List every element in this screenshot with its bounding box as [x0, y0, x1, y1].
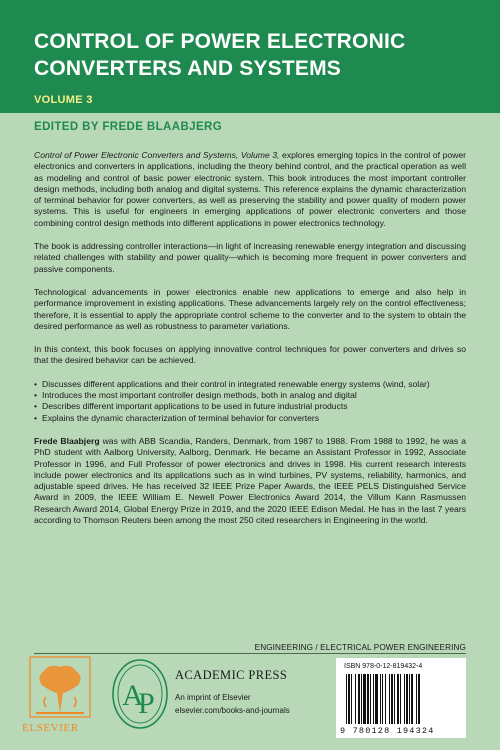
- editor-bio-text: was with ABB Scandia, Randers, Denmark, from 1987 to 1988. From 1988 to 1992, he was a PhD student with Aalborg University, Aalborg, Denmark. He became an Assistant Professor in 1992, Associate Professor in 1996, and Full Professor of power electronics and drives in 1998. His current research interests include power electronics and its applications such as in wind turbines, PV systems, reliability, harmonics, and adjustable speed drives. He has received 32 IEEE Prize Paper Awards, the IEEE PELS Distinguished Service Award in 2009, the IEEE William E. Newell Power Electronics Award 2014, the Villum Kann Rasmussen Research Award 2014, Global Energy Prize in 2019, and the 2020 IEEE Edison Medal. He has in the last 7 years according to Thomson Reuters been among the most 250 cited researchers in Engineering in the world.: [34, 435, 466, 526]
- description-paragraph-2: The book is addressing controller interactions—in light of increasing renewable energy integration and discussing related challenges with stability and power quality—which is becoming more frequent in power converters and passive components.: [34, 241, 466, 274]
- feature-list-item: • Explains the dynamic characterization of terminal behavior for converters: [34, 413, 466, 424]
- barcode-icon: [344, 674, 458, 724]
- footer-divider: [34, 653, 466, 654]
- isbn-barcode: [336, 658, 466, 738]
- editor-credit: EDITED BY FREDE BLAABJERG: [34, 121, 223, 133]
- publisher-url[interactable]: elsevier.com/books-and-journals: [175, 706, 290, 715]
- publisher-imprint: An imprint of Elsevier: [175, 693, 251, 702]
- isbn-label: ISBN 978-0-12-819432-4: [344, 663, 423, 670]
- book-title-italic: Control of Power Electronic Converters and Systems, Volume 3,: [34, 150, 280, 160]
- book-title: [34, 28, 474, 82]
- subject-category: ENGINEERING / ELECTRICAL POWER ENGINEERING: [254, 643, 466, 652]
- editor-bio-name: Frede Blaabjerg: [34, 435, 100, 446]
- academic-press-logo: [110, 657, 170, 731]
- feature-list-item: • Discusses different applications and their control in integrated renewable energy systems (wind, solar): [34, 379, 466, 390]
- description-paragraph-4: In this context, this book focuses on applying innovative control techniques for power converters and drives so that the desired behavior can be achieved.: [34, 344, 466, 366]
- volume-label: VOLUME 3: [34, 94, 93, 106]
- book-title-line-1: CONTROL OF POWER ELECTRONIC: [34, 30, 406, 53]
- elsevier-tree-logo: [28, 655, 92, 719]
- publisher-name: ACADEMIC PRESS: [175, 668, 288, 682]
- svg-text:A: A: [122, 679, 144, 712]
- description-paragraph-1: [34, 150, 466, 229]
- editor-bio: [34, 436, 466, 526]
- feature-list-item: • Describes different important applications to be used in future industrial products: [34, 401, 466, 412]
- feature-list: [34, 379, 466, 424]
- isbn-digits: 9 780128 194324: [340, 726, 435, 736]
- cover-header: [0, 0, 500, 113]
- elsevier-wordmark: ELSEVIER: [22, 722, 79, 734]
- description-paragraph-3: Technological advancements in power electronics enable new applications to emerge and also help in performance improvement in existing applications. These advancements largely rely on the control effectiveness; therefore, it is essential to apply the appropriate control scheme to the converter and to the system to obtain the desired performance as well as robustness to parameter variations.: [34, 286, 466, 331]
- description-paragraph-1-text: explores emerging topics in the control of power electronics and converters in applications, including the theory behind control, and the practical operation as well as modeling and control of basic power electronic system. This book introduces the most important controller design methods, including both analog and digital systems. This reference explains the dynamic characterization of terminal behavior for power converters, as well as preserving the stability and power quality of modern power systems. This is useful for engineers in emerging applications of power electronic converters and those combining control design methods into different applications in power electronics technology.: [34, 150, 466, 228]
- book-title-line-2: CONVERTERS AND SYSTEMS: [34, 57, 341, 80]
- description-body: [34, 150, 466, 538]
- feature-list-item: • Introduces the most important controller design methods, both in analog and digital: [34, 390, 466, 401]
- svg-text:P: P: [138, 687, 155, 720]
